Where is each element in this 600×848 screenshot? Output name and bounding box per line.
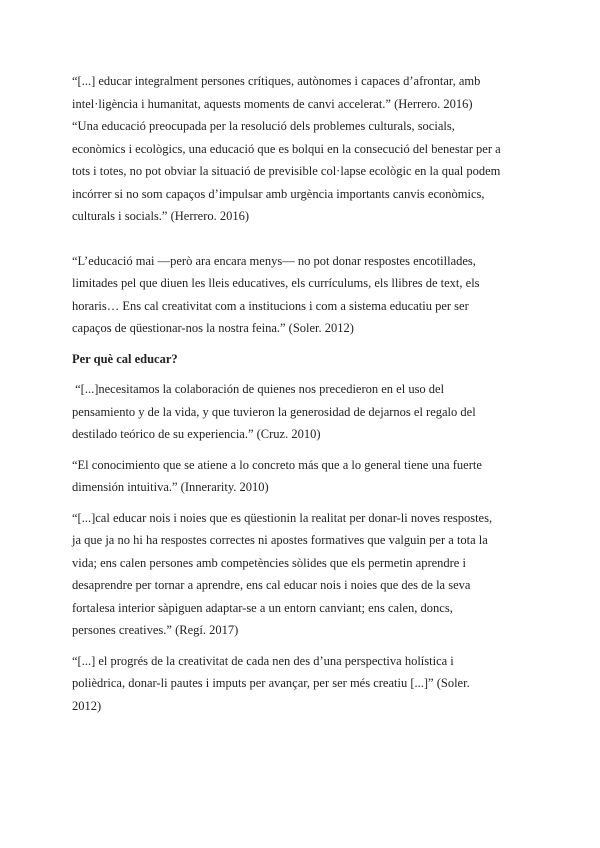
- text-line: intel·ligència i humanitat, aquests moments de canvi accelerat.” (Herrero. 2016): [72, 96, 473, 111]
- quote-herrero-2: [72, 115, 532, 228]
- text-line: capaços de qüestionar-nos la nostra feina.” (Soler. 2012): [72, 321, 354, 335]
- quote-innerarity: [72, 454, 532, 499]
- text-line: vida; ens calen persones amb competències sòlides que els permetin aprendre i: [72, 555, 466, 570]
- quote-cruz: [72, 378, 532, 446]
- text-line: limitades pel que diuen les lleis educatives, els currículums, els llibres de text, els: [72, 276, 480, 290]
- quote-herrero-1: [72, 70, 532, 115]
- document-page: [72, 70, 532, 717]
- section-heading: Per què cal educar?: [72, 351, 178, 366]
- text-line: “[...] el progrés de la creativitat de cada nen des d’una perspectiva holística i: [72, 653, 454, 668]
- quote-soler-1: [72, 250, 532, 340]
- text-line: econòmics i ecològics, una educació que es bolqui en la consecució del benestar per a: [72, 141, 501, 156]
- text-line: horaris… Ens cal creativitat com a institucions i com a sistema educatiu per ser: [72, 298, 469, 313]
- text-line: persones creatives.” (Regí. 2017): [72, 623, 239, 637]
- quote-regi: [72, 507, 532, 642]
- text-line: 2012): [72, 698, 102, 713]
- text-line: “[...]necesitamos la colaboración de quienes nos precedieron en el uso del: [72, 382, 445, 396]
- text-line: dimensión intuitiva.” (Innerarity. 2010): [72, 480, 269, 494]
- text-line: culturals i socials.” (Herrero. 2016): [72, 209, 250, 223]
- text-line: “[...] educar integralment persones crítiques, autònomes i capaces d’afrontar, amb: [72, 74, 481, 88]
- text-line: polièdrica, donar-li pautes i imputs per avançar, per ser més creatiu [...]” (Soler.: [72, 676, 470, 690]
- text-line: “El conocimiento que se atiene a lo concreto más que a lo general tiene una fuerte: [72, 457, 482, 472]
- text-line: pensamiento y de la vida, y que tuvieron la generosidad de dejarnos el regalo del: [72, 404, 476, 419]
- paragraph-gap: [72, 228, 532, 250]
- paragraph-gap: [72, 446, 532, 454]
- text-line: ja que ja no hi ha respostes correctes ni apostes formatives que valguin per a tota la: [72, 533, 488, 547]
- paragraph-gap: [72, 499, 532, 507]
- paragraph-gap: [72, 370, 532, 378]
- text-line: incórrer si no som capaços d’impulsar amb urgència importants canvis econòmics,: [72, 186, 485, 201]
- text-line: destilado teórico de su experiencia.” (Cruz. 2010): [72, 427, 321, 441]
- paragraph-gap: [72, 340, 532, 348]
- paragraph-gap: [72, 642, 532, 650]
- text-line: tots i totes, no pot obviar la situació de previsible col·lapse ecològic en la qual podem: [72, 164, 501, 178]
- text-line: desaprendre per tornar a aprendre, ens cal educar nois i noies que des de la seva: [72, 578, 471, 592]
- text-line: “Una educació preocupada per la resolució dels problemes culturals, socials,: [72, 119, 455, 133]
- text-line: fortalesa interior sàpiguen adaptar-se a un entorn canviant; ens calen, doncs,: [72, 600, 453, 615]
- text-line: “L’educació mai —però ara encara menys— no pot donar respostes encotillades,: [72, 253, 476, 268]
- quote-soler-2: [72, 650, 532, 718]
- text-line: “[...]cal educar nois i noies que es qüestionin la realitat per donar-li noves respostes,: [72, 510, 493, 525]
